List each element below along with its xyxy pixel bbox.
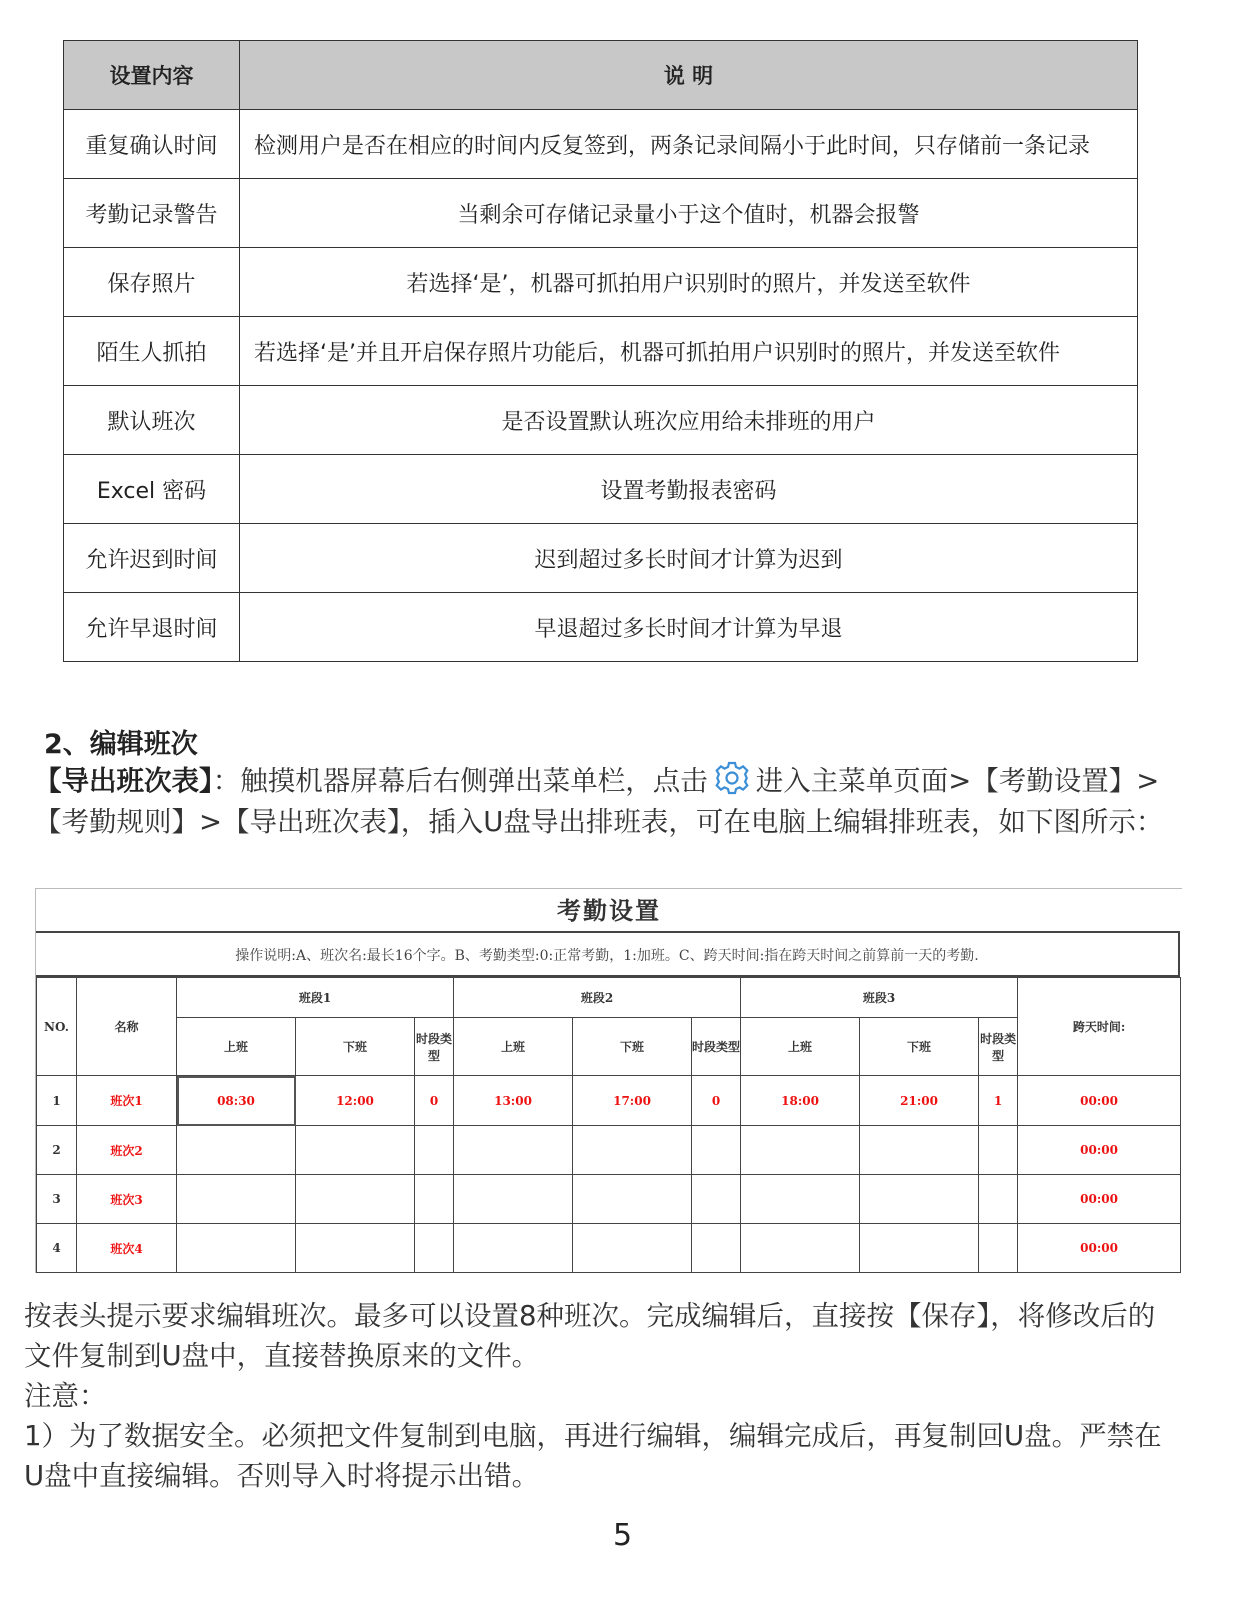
sheet-note: 操作说明:A、班次名:最长16个字。B、考勤类型:0:正常考勤，1:加班。C、跨天时间:指在跨天时间之前算前一天的考勤. (36, 931, 1180, 977)
cell-s3-type: 1 (979, 1076, 1018, 1126)
cell-s1-off: 12:00 (296, 1076, 415, 1126)
shift-name: 班次1 (77, 1076, 177, 1126)
shift-name: 班次2 (77, 1126, 177, 1175)
settings-table (63, 40, 1138, 662)
section-heading: 2、编辑班次 (44, 729, 198, 760)
sub-on: 上班 (177, 1018, 296, 1076)
segment-3: 班段3 (741, 978, 1018, 1018)
table-row (64, 179, 1138, 248)
table-row (37, 1076, 1181, 1126)
table-row (37, 1126, 1181, 1175)
cell-s3-on (741, 1126, 860, 1175)
setting-name: 考勤记录警告 (64, 179, 240, 248)
row-no: 1 (37, 1076, 77, 1126)
setting-name: Excel 密码 (64, 455, 240, 524)
sub-off: 下班 (573, 1018, 692, 1076)
table-row (64, 248, 1138, 317)
cell-s3-off: 21:00 (860, 1076, 979, 1126)
settings-header-row (64, 41, 1138, 110)
cell-s1-on (177, 1224, 296, 1273)
setting-name: 允许迟到时间 (64, 524, 240, 593)
cell-s3-off (860, 1126, 979, 1175)
notice-label: 注意： (24, 1380, 107, 1412)
cell-s1-on: 08:30 (177, 1076, 296, 1126)
instruction-text-1: ：触摸机器屏幕后右侧弹出菜单栏，点击 (212, 765, 708, 797)
sub-off: 下班 (296, 1018, 415, 1076)
shift-name: 班次4 (77, 1224, 177, 1273)
table-row (64, 524, 1138, 593)
sub-type: 时段类型 (415, 1018, 454, 1076)
cell-s3-on (741, 1175, 860, 1224)
sub-type: 时段类型 (979, 1018, 1018, 1076)
setting-desc: 迟到超过多长时间才计算为迟到 (240, 524, 1138, 593)
setting-desc: 是否设置默认班次应用给未排班的用户 (240, 386, 1138, 455)
cell-s1-type (415, 1126, 454, 1175)
cell-s3-on (741, 1224, 860, 1273)
sheet-title: 考勤设置 (557, 896, 661, 925)
gear-icon (712, 760, 752, 796)
header-description: 说 明 (240, 41, 1138, 110)
cell-s1-off (296, 1224, 415, 1273)
sub-on: 上班 (454, 1018, 573, 1076)
sub-off: 下班 (860, 1018, 979, 1076)
sub-header-row (37, 1018, 1181, 1076)
table-row (64, 455, 1138, 524)
cell-cross: 00:00 (1018, 1076, 1181, 1126)
cell-s1-type: 0 (415, 1076, 454, 1126)
col-no: NO. (37, 978, 77, 1076)
shift-sheet-image (35, 888, 1182, 1273)
cell-s2-off: 17:00 (573, 1076, 692, 1126)
row-no: 3 (37, 1175, 77, 1224)
table-row (64, 317, 1138, 386)
instruction-text-2: 进入主菜单页面>【考勤设置】>【考勤规则】>【导出班次表】，插入U盘导出排班表，可在电脑上编辑排班表，如下图所示： (34, 765, 1164, 838)
cell-s1-off (296, 1175, 415, 1224)
setting-name: 陌生人抓拍 (64, 317, 240, 386)
row-no: 2 (37, 1126, 77, 1175)
setting-desc: 设置考勤报表密码 (240, 455, 1138, 524)
cell-s1-on (177, 1175, 296, 1224)
shift-name: 班次3 (77, 1175, 177, 1224)
setting-name: 重复确认时间 (64, 110, 240, 179)
cell-s2-type: 0 (692, 1076, 741, 1126)
page-number: 5 (612, 1518, 633, 1553)
setting-desc: 早退超过多长时间才计算为早退 (240, 593, 1138, 662)
setting-name: 默认班次 (64, 386, 240, 455)
segment-2: 班段2 (454, 978, 741, 1018)
cell-s1-on (177, 1126, 296, 1175)
cell-s2-on (454, 1175, 573, 1224)
cell-s3-type (979, 1175, 1018, 1224)
cell-s2-off (573, 1175, 692, 1224)
cell-s2-on (454, 1126, 573, 1175)
cell-s2-on: 13:00 (454, 1076, 573, 1126)
cell-cross: 00:00 (1018, 1126, 1181, 1175)
table-row (37, 1224, 1181, 1273)
cell-s3-off (860, 1175, 979, 1224)
cell-s2-type (692, 1126, 741, 1175)
setting-desc: 若选择‘是’，机器可抓拍用户识别时的照片，并发送至软件 (240, 248, 1138, 317)
cell-cross: 00:00 (1018, 1224, 1181, 1273)
table-row (64, 110, 1138, 179)
segment-1: 班段1 (177, 978, 454, 1018)
cell-s2-off (573, 1126, 692, 1175)
cell-s2-off (573, 1224, 692, 1273)
cell-s3-on: 18:00 (741, 1076, 860, 1126)
setting-name: 允许早退时间 (64, 593, 240, 662)
header-setting-content: 设置内容 (64, 41, 240, 110)
cell-s1-type (415, 1224, 454, 1273)
setting-desc: 若选择‘是’并且开启保存照片功能后，机器可抓拍用户识别时的照片，并发送至软件 (240, 317, 1138, 386)
sub-type: 时段类型 (692, 1018, 741, 1076)
cell-s3-type (979, 1224, 1018, 1273)
cell-s1-off (296, 1126, 415, 1175)
setting-desc: 检测用户是否在相应的时间内反复签到，两条记录间隔小于此时间，只存储前一条记录 (240, 110, 1138, 179)
row-no: 4 (37, 1224, 77, 1273)
sub-on: 上班 (741, 1018, 860, 1076)
cell-s2-type (692, 1224, 741, 1273)
cell-s3-type (979, 1126, 1018, 1175)
table-row (64, 386, 1138, 455)
table-row (37, 1175, 1181, 1224)
notes-block (24, 1296, 1174, 1496)
shift-table (36, 977, 1181, 1273)
segment-header-row (37, 978, 1181, 1018)
cell-s2-on (454, 1224, 573, 1273)
setting-name: 保存照片 (64, 248, 240, 317)
edit-instructions: 按表头提示要求编辑班次。最多可以设置8种班次。完成编辑后，直接按【保存】，将修改后的文件复制到U盘中，直接替换原来的文件。 (24, 1300, 1156, 1372)
cell-s1-type (415, 1175, 454, 1224)
setting-desc: 当剩余可存储记录量小于这个值时，机器会报警 (240, 179, 1138, 248)
cell-cross: 00:00 (1018, 1175, 1181, 1224)
cell-s3-off (860, 1224, 979, 1273)
col-name: 名称 (77, 978, 177, 1076)
instruction-paragraph (34, 760, 1174, 843)
table-row (64, 593, 1138, 662)
col-cross-day: 跨天时间: (1018, 978, 1181, 1076)
notice-item-1: 1）为了数据安全。必须把文件复制到电脑，再进行编辑，编辑完成后，再复制回U盘。严禁在U盘中直接编辑。否则导入时将提示出错。 (24, 1420, 1162, 1492)
cell-s2-type (692, 1175, 741, 1224)
export-shift-table-label: 【导出班次表】 (34, 765, 213, 797)
